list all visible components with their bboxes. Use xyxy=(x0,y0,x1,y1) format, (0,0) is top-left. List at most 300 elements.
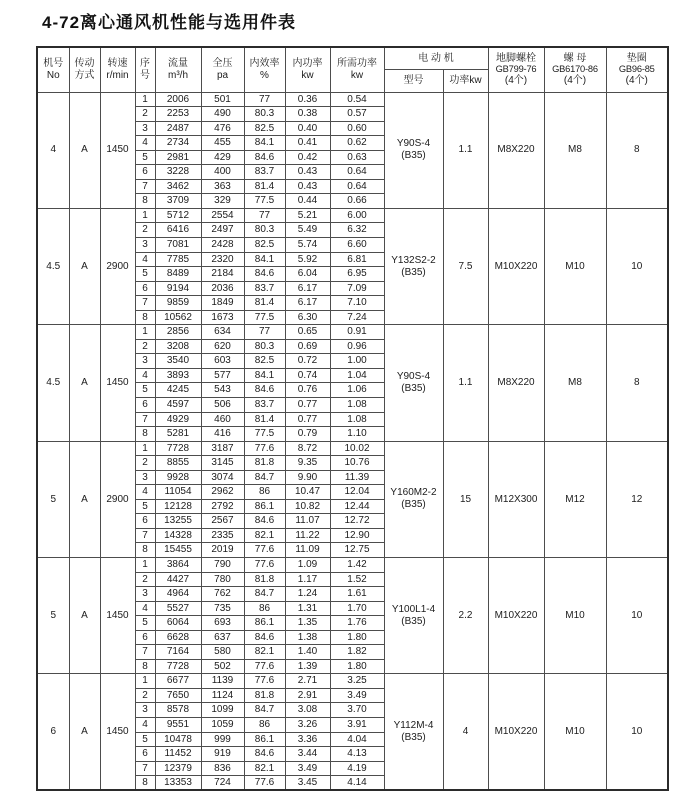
header-line: 机号 xyxy=(43,58,64,70)
efficiency-cell: 81.4 xyxy=(244,412,285,427)
efficiency-cell: 77 xyxy=(244,208,285,223)
serial-cell: 5 xyxy=(135,499,155,514)
pressure-cell: 603 xyxy=(201,354,244,369)
serial-cell: 5 xyxy=(135,267,155,282)
flow-cell: 7728 xyxy=(155,441,201,456)
flow-cell: 6064 xyxy=(155,616,201,631)
internal-power-cell: 3.26 xyxy=(285,718,330,733)
serial-cell: 4 xyxy=(135,718,155,733)
flow-cell: 12379 xyxy=(155,761,201,776)
washer-cell: 10 xyxy=(606,558,668,674)
flow-cell: 4597 xyxy=(155,397,201,412)
required-power-cell: 11.39 xyxy=(330,470,384,485)
internal-power-cell: 6.30 xyxy=(285,310,330,325)
required-power-cell: 4.14 xyxy=(330,776,384,791)
pressure-cell: 543 xyxy=(201,383,244,398)
flow-cell: 2734 xyxy=(155,136,201,151)
required-power-cell: 0.96 xyxy=(330,339,384,354)
header-line: 螺 母 xyxy=(563,52,587,64)
nut-cell: M8 xyxy=(544,325,606,441)
pressure-cell: 490 xyxy=(201,107,244,122)
motor-model: Y100L1-4 xyxy=(391,603,436,615)
required-power-cell: 1.61 xyxy=(330,587,384,602)
flow-cell: 5712 xyxy=(155,208,201,223)
nut-cell: M12 xyxy=(544,441,606,557)
internal-power-cell: 0.74 xyxy=(285,368,330,383)
pressure-cell: 2184 xyxy=(201,267,244,282)
efficiency-cell: 81.8 xyxy=(244,572,285,587)
header-line: 垫圈 xyxy=(626,52,647,64)
flow-cell: 7650 xyxy=(155,688,201,703)
serial-cell: 3 xyxy=(135,121,155,136)
header-line: 全压 xyxy=(212,58,233,70)
required-power-cell: 1.00 xyxy=(330,354,384,369)
flow-cell: 4245 xyxy=(155,383,201,398)
required-power-cell: 6.95 xyxy=(330,267,384,282)
efficiency-cell: 84.6 xyxy=(244,267,285,282)
required-power-cell: 7.09 xyxy=(330,281,384,296)
efficiency-cell: 84.6 xyxy=(244,383,285,398)
pressure-cell: 999 xyxy=(201,732,244,747)
efficiency-cell: 82.5 xyxy=(244,121,285,136)
serial-cell: 5 xyxy=(135,150,155,165)
serial-cell: 1 xyxy=(135,92,155,107)
header-line: 流量 xyxy=(168,58,188,70)
drive-cell: A xyxy=(69,558,100,674)
serial-cell: 6 xyxy=(135,747,155,762)
pressure-cell: 329 xyxy=(201,194,244,209)
efficiency-cell: 86 xyxy=(244,601,285,616)
required-power-cell: 4.19 xyxy=(330,761,384,776)
efficiency-cell: 82.5 xyxy=(244,354,285,369)
flow-cell: 13255 xyxy=(155,514,201,529)
anchor-bolt-cell: M12X300 xyxy=(488,441,544,557)
flow-cell: 6416 xyxy=(155,223,201,238)
required-power-cell: 0.63 xyxy=(330,150,384,165)
required-power-cell: 10.02 xyxy=(330,441,384,456)
serial-cell: 2 xyxy=(135,223,155,238)
flow-cell: 11054 xyxy=(155,485,201,500)
nut-cell: M10 xyxy=(544,208,606,324)
pressure-cell: 780 xyxy=(201,572,244,587)
efficiency-cell: 81.4 xyxy=(244,179,285,194)
pressure-cell: 1673 xyxy=(201,310,244,325)
internal-power-cell: 6.17 xyxy=(285,296,330,311)
flow-cell: 3709 xyxy=(155,194,201,209)
efficiency-cell: 80.3 xyxy=(244,339,285,354)
serial-cell: 3 xyxy=(135,587,155,602)
col-header-internal-power xyxy=(285,47,330,92)
required-power-cell: 12.72 xyxy=(330,514,384,529)
internal-power-cell: 0.41 xyxy=(285,136,330,151)
serial-cell: 4 xyxy=(135,601,155,616)
serial-cell: 7 xyxy=(135,528,155,543)
efficiency-cell: 83.7 xyxy=(244,165,285,180)
anchor-bolt-cell: M8X220 xyxy=(488,325,544,441)
header-line: 序 xyxy=(140,58,150,70)
efficiency-cell: 83.7 xyxy=(244,281,285,296)
required-power-cell: 0.64 xyxy=(330,165,384,180)
motor-model: Y112M-4 xyxy=(393,719,434,731)
required-power-cell: 6.32 xyxy=(330,223,384,238)
required-power-cell: 3.25 xyxy=(330,674,384,689)
internal-power-cell: 5.74 xyxy=(285,237,330,252)
internal-power-cell: 5.21 xyxy=(285,208,330,223)
motor-power-cell: 1.1 xyxy=(443,325,488,441)
pressure-cell: 1099 xyxy=(201,703,244,718)
motor-power-cell: 7.5 xyxy=(443,208,488,324)
required-power-cell: 4.13 xyxy=(330,747,384,762)
internal-power-cell: 3.45 xyxy=(285,776,330,791)
internal-power-cell: 1.40 xyxy=(285,645,330,660)
serial-cell: 2 xyxy=(135,688,155,703)
motor-model: Y160M2-2 xyxy=(390,487,437,499)
serial-cell: 8 xyxy=(135,659,155,674)
internal-power-cell: 1.09 xyxy=(285,558,330,573)
anchor-bolt-cell: M8X220 xyxy=(488,92,544,208)
header-line: 方式 xyxy=(74,69,95,81)
motor-model-cell xyxy=(384,558,443,674)
pressure-cell: 501 xyxy=(201,92,244,107)
speed-cell: 2900 xyxy=(100,441,135,557)
header-line: GB799-76 xyxy=(495,64,537,75)
required-power-cell: 1.10 xyxy=(330,427,384,442)
washer-cell: 10 xyxy=(606,674,668,790)
header-line: kw xyxy=(301,69,314,81)
header-line: (4个) xyxy=(504,75,528,87)
required-power-cell: 0.57 xyxy=(330,107,384,122)
serial-cell: 3 xyxy=(135,237,155,252)
serial-cell: 6 xyxy=(135,397,155,412)
serial-cell: 2 xyxy=(135,572,155,587)
header-line: 转速 xyxy=(107,58,128,70)
flow-cell: 10562 xyxy=(155,310,201,325)
serial-cell: 6 xyxy=(135,165,155,180)
flow-cell: 9859 xyxy=(155,296,201,311)
efficiency-cell: 80.3 xyxy=(244,223,285,238)
efficiency-cell: 77.6 xyxy=(244,441,285,456)
flow-cell: 6628 xyxy=(155,630,201,645)
header-line: % xyxy=(260,69,269,81)
flow-cell: 8489 xyxy=(155,267,201,282)
serial-cell: 4 xyxy=(135,368,155,383)
required-power-cell: 0.64 xyxy=(330,179,384,194)
motor-frame: (B35) xyxy=(401,615,426,627)
pressure-cell: 476 xyxy=(201,121,244,136)
serial-cell: 8 xyxy=(135,427,155,442)
pressure-cell: 790 xyxy=(201,558,244,573)
serial-cell: 1 xyxy=(135,325,155,340)
pressure-cell: 919 xyxy=(201,747,244,762)
drive-cell: A xyxy=(69,325,100,441)
serial-cell: 8 xyxy=(135,543,155,558)
flow-cell: 7728 xyxy=(155,659,201,674)
table-row xyxy=(37,208,668,223)
table-row xyxy=(37,325,668,340)
pressure-cell: 400 xyxy=(201,165,244,180)
header-line: pa xyxy=(216,69,229,81)
flow-cell: 6677 xyxy=(155,674,201,689)
flow-cell: 4427 xyxy=(155,572,201,587)
col-header-nut xyxy=(544,47,606,92)
nut-cell: M10 xyxy=(544,674,606,790)
internal-power-cell: 5.49 xyxy=(285,223,330,238)
internal-power-cell: 3.36 xyxy=(285,732,330,747)
internal-power-cell: 0.72 xyxy=(285,354,330,369)
col-header-anchor-bolt xyxy=(488,47,544,92)
serial-cell: 1 xyxy=(135,441,155,456)
pressure-cell: 2428 xyxy=(201,237,244,252)
machine-no-cell: 5 xyxy=(37,558,69,674)
pressure-cell: 836 xyxy=(201,761,244,776)
table-header xyxy=(37,47,668,92)
efficiency-cell: 84.1 xyxy=(244,252,285,267)
motor-power-cell: 15 xyxy=(443,441,488,557)
serial-cell: 1 xyxy=(135,558,155,573)
table-row xyxy=(37,441,668,456)
flow-cell: 2487 xyxy=(155,121,201,136)
internal-power-cell: 0.43 xyxy=(285,165,330,180)
pressure-cell: 3145 xyxy=(201,456,244,471)
anchor-bolt-cell: M10X220 xyxy=(488,558,544,674)
required-power-cell: 1.80 xyxy=(330,659,384,674)
internal-power-cell: 1.38 xyxy=(285,630,330,645)
motor-frame: (B35) xyxy=(401,266,426,278)
pressure-cell: 735 xyxy=(201,601,244,616)
pressure-cell: 506 xyxy=(201,397,244,412)
header-line: 内效率 xyxy=(249,58,280,70)
motor-model-cell xyxy=(384,208,443,324)
table-row xyxy=(37,558,668,573)
required-power-cell: 1.42 xyxy=(330,558,384,573)
motor-model: Y90S-4 xyxy=(396,138,431,150)
flow-cell: 13353 xyxy=(155,776,201,791)
serial-cell: 8 xyxy=(135,194,155,209)
pressure-cell: 2019 xyxy=(201,543,244,558)
header-line: 传动 xyxy=(74,58,95,70)
flow-cell: 10478 xyxy=(155,732,201,747)
required-power-cell: 6.60 xyxy=(330,237,384,252)
flow-cell: 3462 xyxy=(155,179,201,194)
table-row xyxy=(37,92,668,107)
machine-no-cell: 6 xyxy=(37,674,69,790)
header-line: No xyxy=(46,69,60,81)
motor-power-cell: 1.1 xyxy=(443,92,488,208)
efficiency-cell: 84.6 xyxy=(244,747,285,762)
pressure-cell: 2554 xyxy=(201,208,244,223)
internal-power-cell: 1.35 xyxy=(285,616,330,631)
washer-cell: 12 xyxy=(606,441,668,557)
internal-power-cell: 6.04 xyxy=(285,267,330,282)
drive-cell: A xyxy=(69,92,100,208)
required-power-cell: 1.08 xyxy=(330,412,384,427)
internal-power-cell: 6.17 xyxy=(285,281,330,296)
internal-power-cell: 1.39 xyxy=(285,659,330,674)
flow-cell: 2253 xyxy=(155,107,201,122)
flow-cell: 4929 xyxy=(155,412,201,427)
pressure-cell: 2335 xyxy=(201,528,244,543)
motor-model-cell xyxy=(384,92,443,208)
motor-model-cell xyxy=(384,674,443,790)
required-power-cell: 0.62 xyxy=(330,136,384,151)
flow-cell: 15455 xyxy=(155,543,201,558)
header-line: (4个) xyxy=(563,75,587,87)
internal-power-cell: 0.43 xyxy=(285,179,330,194)
flow-cell: 7164 xyxy=(155,645,201,660)
serial-cell: 2 xyxy=(135,107,155,122)
required-power-cell: 1.04 xyxy=(330,368,384,383)
serial-cell: 2 xyxy=(135,339,155,354)
efficiency-cell: 82.1 xyxy=(244,528,285,543)
required-power-cell: 6.00 xyxy=(330,208,384,223)
header-row-1 xyxy=(37,47,668,69)
motor-model-cell xyxy=(384,325,443,441)
header-line: GB6170-86 xyxy=(552,64,598,75)
required-power-cell: 0.60 xyxy=(330,121,384,136)
internal-power-cell: 9.90 xyxy=(285,470,330,485)
motor-model-cell xyxy=(384,441,443,557)
nut-cell: M10 xyxy=(544,558,606,674)
internal-power-cell: 1.24 xyxy=(285,587,330,602)
required-power-cell: 12.44 xyxy=(330,499,384,514)
required-power-cell: 3.49 xyxy=(330,688,384,703)
serial-cell: 7 xyxy=(135,179,155,194)
required-power-cell: 12.90 xyxy=(330,528,384,543)
nut-cell: M8 xyxy=(544,92,606,208)
efficiency-cell: 84.7 xyxy=(244,470,285,485)
pressure-cell: 693 xyxy=(201,616,244,631)
flow-cell: 14328 xyxy=(155,528,201,543)
header-line: m³/h xyxy=(168,69,188,81)
pressure-cell: 637 xyxy=(201,630,244,645)
required-power-cell: 1.08 xyxy=(330,397,384,412)
motor-frame: (B35) xyxy=(401,731,426,743)
serial-cell: 4 xyxy=(135,485,155,500)
internal-power-cell: 11.22 xyxy=(285,528,330,543)
required-power-cell: 1.80 xyxy=(330,630,384,645)
serial-cell: 4 xyxy=(135,136,155,151)
internal-power-cell: 0.36 xyxy=(285,92,330,107)
col-header-washer xyxy=(606,47,668,92)
flow-cell: 3864 xyxy=(155,558,201,573)
drive-cell: A xyxy=(69,674,100,790)
efficiency-cell: 77.5 xyxy=(244,194,285,209)
col-header-required-power xyxy=(330,47,384,92)
pressure-cell: 762 xyxy=(201,587,244,602)
speed-cell: 2900 xyxy=(100,208,135,324)
serial-cell: 6 xyxy=(135,281,155,296)
flow-cell: 8855 xyxy=(155,456,201,471)
internal-power-cell: 10.47 xyxy=(285,485,330,500)
efficiency-cell: 82.1 xyxy=(244,645,285,660)
efficiency-cell: 84.7 xyxy=(244,587,285,602)
internal-power-cell: 0.69 xyxy=(285,339,330,354)
internal-power-cell: 0.44 xyxy=(285,194,330,209)
required-power-cell: 1.76 xyxy=(330,616,384,631)
washer-cell: 10 xyxy=(606,208,668,324)
pressure-cell: 429 xyxy=(201,150,244,165)
flow-cell: 5281 xyxy=(155,427,201,442)
internal-power-cell: 2.71 xyxy=(285,674,330,689)
serial-cell: 8 xyxy=(135,310,155,325)
motor-power-cell: 2.2 xyxy=(443,558,488,674)
header-line: 地脚螺栓 xyxy=(496,52,536,64)
efficiency-cell: 77.6 xyxy=(244,659,285,674)
required-power-cell: 1.82 xyxy=(330,645,384,660)
washer-cell: 8 xyxy=(606,325,668,441)
internal-power-cell: 5.92 xyxy=(285,252,330,267)
internal-power-cell: 11.07 xyxy=(285,514,330,529)
speed-cell: 1450 xyxy=(100,674,135,790)
required-power-cell: 0.54 xyxy=(330,92,384,107)
efficiency-cell: 77.6 xyxy=(244,776,285,791)
internal-power-cell: 3.44 xyxy=(285,747,330,762)
internal-power-cell: 1.31 xyxy=(285,601,330,616)
efficiency-cell: 86 xyxy=(244,485,285,500)
internal-power-cell: 0.40 xyxy=(285,121,330,136)
flow-cell: 2981 xyxy=(155,150,201,165)
efficiency-cell: 84.7 xyxy=(244,703,285,718)
required-power-cell: 12.75 xyxy=(330,543,384,558)
header-line: 所需功率 xyxy=(337,58,377,70)
efficiency-cell: 77.6 xyxy=(244,543,285,558)
required-power-cell: 1.52 xyxy=(330,572,384,587)
serial-cell: 7 xyxy=(135,296,155,311)
flow-cell: 3228 xyxy=(155,165,201,180)
efficiency-cell: 86 xyxy=(244,718,285,733)
pressure-cell: 1059 xyxy=(201,718,244,733)
required-power-cell: 0.91 xyxy=(330,325,384,340)
internal-power-cell: 2.91 xyxy=(285,688,330,703)
required-power-cell: 6.81 xyxy=(330,252,384,267)
required-power-cell: 7.24 xyxy=(330,310,384,325)
efficiency-cell: 84.6 xyxy=(244,514,285,529)
required-power-cell: 0.66 xyxy=(330,194,384,209)
flow-cell: 3540 xyxy=(155,354,201,369)
internal-power-cell: 10.82 xyxy=(285,499,330,514)
motor-model: Y132S2-2 xyxy=(391,254,436,266)
serial-cell: 4 xyxy=(135,252,155,267)
efficiency-cell: 77.6 xyxy=(244,674,285,689)
header-line: 内功率 xyxy=(292,58,323,70)
efficiency-cell: 82.1 xyxy=(244,761,285,776)
internal-power-cell: 0.77 xyxy=(285,397,330,412)
col-header-motor: 电 动 机 xyxy=(384,47,488,69)
internal-power-cell: 0.65 xyxy=(285,325,330,340)
pressure-cell: 580 xyxy=(201,645,244,660)
internal-power-cell: 9.35 xyxy=(285,456,330,471)
machine-no-cell: 4.5 xyxy=(37,325,69,441)
serial-cell: 5 xyxy=(135,383,155,398)
pressure-cell: 502 xyxy=(201,659,244,674)
machine-no-cell: 4 xyxy=(37,92,69,208)
col-header-pressure xyxy=(201,47,244,92)
efficiency-cell: 77.6 xyxy=(244,558,285,573)
col-header-drive xyxy=(69,47,100,92)
required-power-cell: 3.91 xyxy=(330,718,384,733)
pressure-cell: 2036 xyxy=(201,281,244,296)
efficiency-cell: 84.1 xyxy=(244,368,285,383)
pressure-cell: 3187 xyxy=(201,441,244,456)
efficiency-cell: 86.1 xyxy=(244,499,285,514)
flow-cell: 7081 xyxy=(155,237,201,252)
flow-cell: 9928 xyxy=(155,470,201,485)
serial-cell: 6 xyxy=(135,514,155,529)
speed-cell: 1450 xyxy=(100,92,135,208)
pressure-cell: 620 xyxy=(201,339,244,354)
motor-frame: (B35) xyxy=(401,499,426,511)
pressure-cell: 724 xyxy=(201,776,244,791)
